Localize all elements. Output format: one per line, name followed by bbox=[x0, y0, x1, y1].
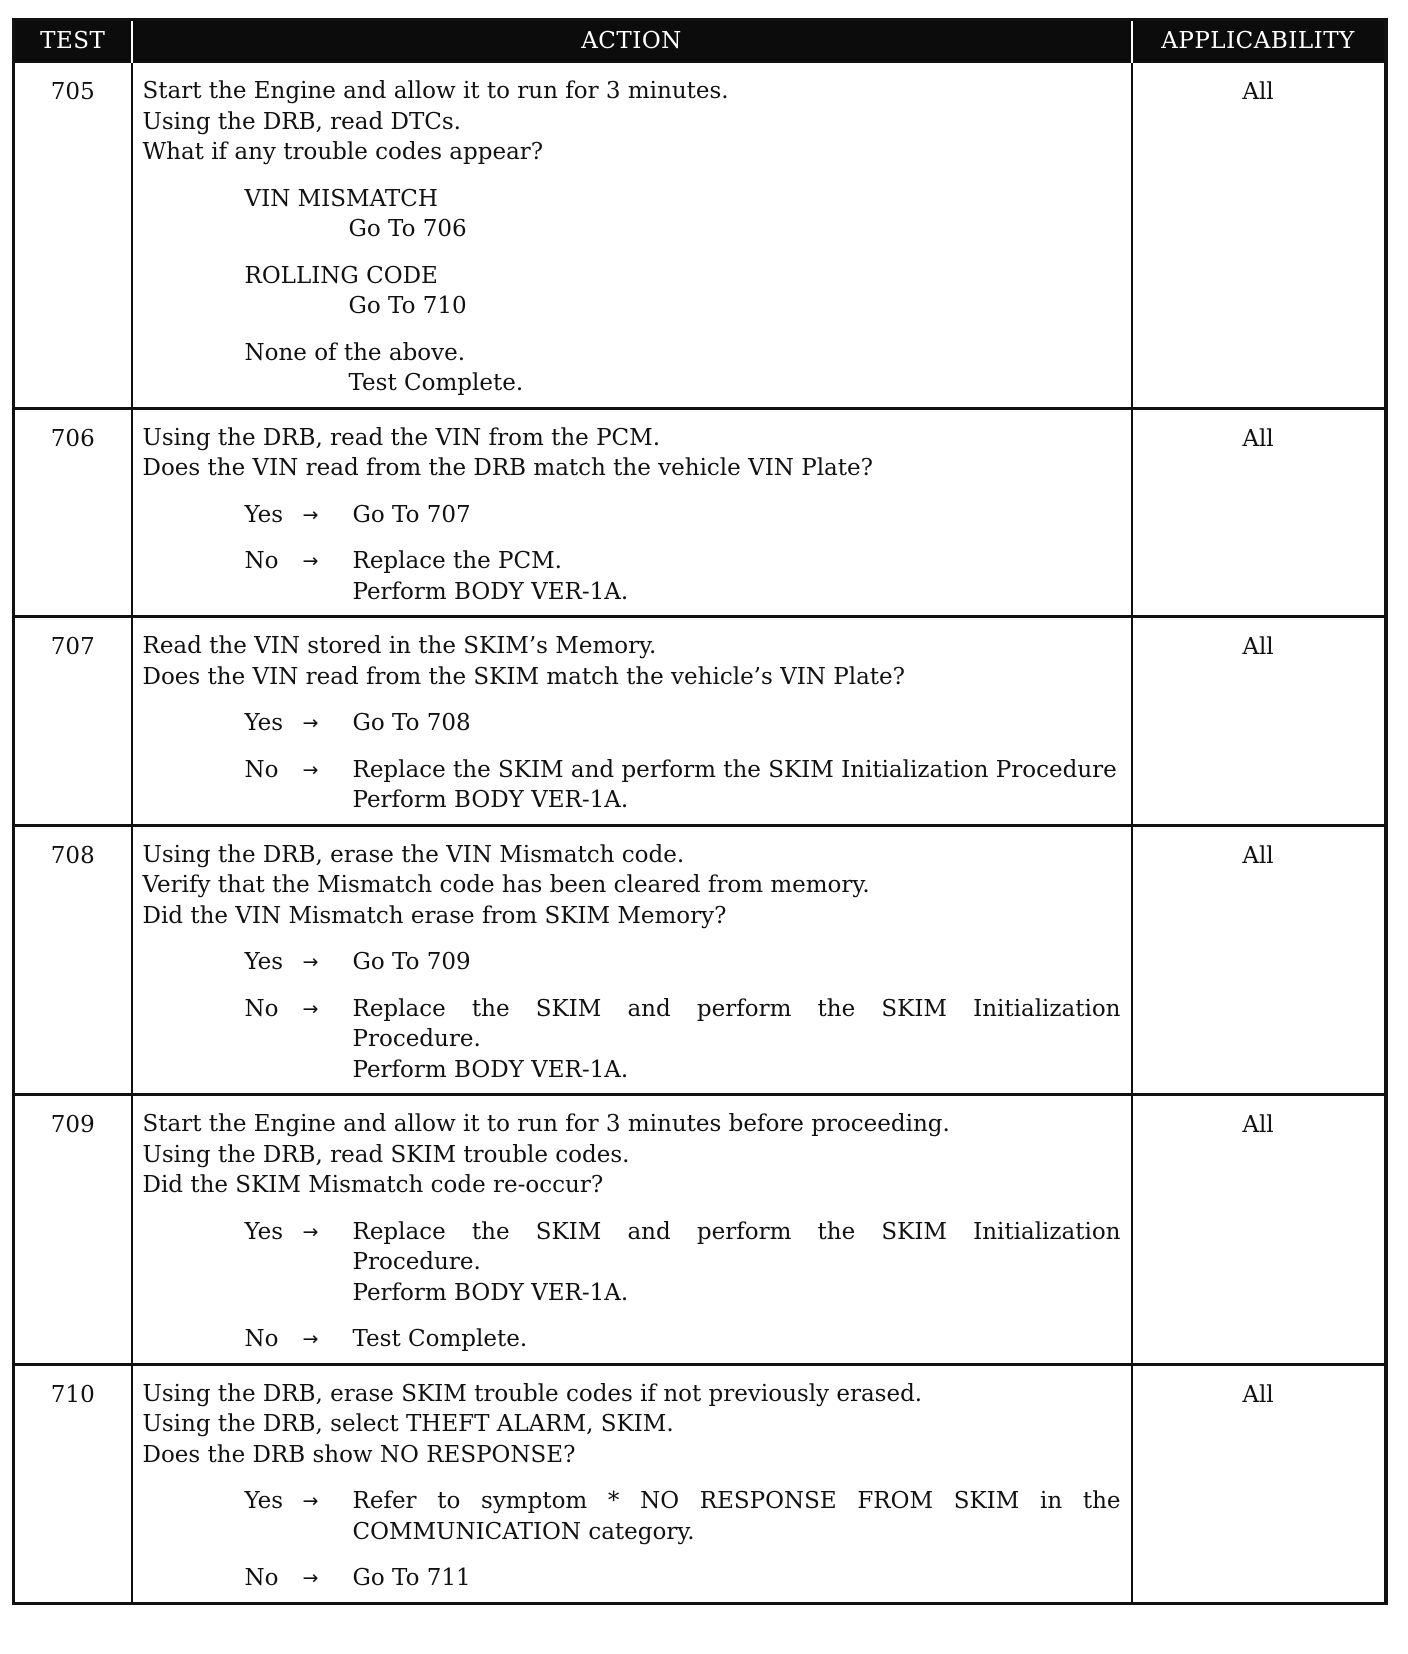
arrow-icon: → bbox=[302, 758, 319, 781]
answer-label: No bbox=[244, 1326, 279, 1352]
answer-label: No bbox=[244, 548, 279, 574]
answer-option bbox=[245, 546, 1121, 607]
trouble-code-result: Go To 710 bbox=[348, 293, 467, 319]
applicability-value: All bbox=[1132, 825, 1386, 1095]
branch-list bbox=[143, 1217, 1121, 1355]
table-row bbox=[14, 825, 1386, 1095]
table-row bbox=[14, 1364, 1386, 1603]
action-line: Did the SKIM Mismatch code re-occur? bbox=[142, 1172, 604, 1198]
test-number: 709 bbox=[14, 1095, 132, 1365]
answer-option bbox=[245, 1217, 1121, 1309]
test-number: 707 bbox=[14, 617, 132, 826]
answer-label: No bbox=[244, 995, 279, 1022]
arrow-icon: → bbox=[302, 1567, 319, 1589]
answer-result-line: Perform BODY VER-1A. bbox=[352, 1056, 629, 1083]
trouble-code-branch bbox=[245, 338, 1121, 399]
table-header bbox=[14, 20, 1386, 63]
applicability-value: All bbox=[1132, 1364, 1386, 1603]
trouble-code-label: None of the above. bbox=[244, 339, 466, 366]
answer-option bbox=[245, 1563, 1121, 1594]
answer-result bbox=[353, 1324, 1121, 1355]
action-line: What if any trouble codes appear? bbox=[142, 139, 544, 165]
action-line: Does the DRB show NO RESPONSE? bbox=[142, 1441, 576, 1468]
applicability-value: All bbox=[1132, 1095, 1386, 1365]
action-line: Using the DRB, read DTCs. bbox=[142, 108, 461, 135]
answer-result-line: Refer to symptom * NO RESPONSE FROM SKIM in the COMMUNICATION category. bbox=[352, 1488, 1121, 1545]
answer-result bbox=[353, 1217, 1121, 1309]
table-row bbox=[14, 617, 1386, 826]
arrow-icon: → bbox=[302, 712, 319, 734]
arrow-icon: → bbox=[302, 951, 319, 973]
answer-label: No bbox=[244, 756, 279, 783]
action-line: Start the Engine and allow it to run for 3 minutes. bbox=[142, 78, 729, 104]
answer-label: Yes bbox=[244, 1488, 284, 1514]
answer-result bbox=[353, 994, 1121, 1086]
action-line: Read the VIN stored in the SKIM’s Memory. bbox=[142, 633, 657, 659]
answer-label: Yes bbox=[244, 710, 284, 736]
answer-result bbox=[353, 500, 1121, 531]
answer-result bbox=[353, 755, 1121, 816]
table-row bbox=[14, 408, 1386, 617]
action-line: Using the DRB, erase SKIM trouble codes if not previously erased. bbox=[142, 1380, 923, 1407]
arrow-icon: → bbox=[302, 503, 319, 526]
branch-list bbox=[143, 500, 1121, 608]
arrow-icon: → bbox=[302, 997, 319, 1020]
branch-list bbox=[143, 708, 1121, 816]
answer-result bbox=[353, 947, 1121, 978]
answer-result-line: Go To 708 bbox=[352, 710, 471, 736]
action-line: Using the DRB, read SKIM trouble codes. bbox=[142, 1141, 630, 1168]
trouble-code-label: ROLLING CODE bbox=[244, 262, 438, 289]
table-row bbox=[14, 1095, 1386, 1365]
branch-list bbox=[143, 1486, 1121, 1594]
answer-result-line: Perform BODY VER-1A. bbox=[352, 578, 629, 605]
answer-result bbox=[353, 546, 1121, 607]
action-line: Does the VIN read from the SKIM match the vehicle’s VIN Plate? bbox=[142, 663, 905, 690]
diagnostic-procedure-sheet bbox=[12, 18, 1384, 1605]
answer-option bbox=[245, 994, 1121, 1086]
answer-result-line: Replace the SKIM and perform the SKIM Initialization Procedure. bbox=[352, 1218, 1121, 1275]
action-cell bbox=[132, 1364, 1132, 1603]
trouble-code-result: Test Complete. bbox=[348, 370, 524, 396]
trouble-code-branch bbox=[245, 184, 1121, 245]
arrow-icon: → bbox=[302, 550, 319, 572]
answer-option bbox=[245, 1486, 1121, 1547]
answer-option bbox=[245, 500, 1121, 531]
answer-option bbox=[245, 947, 1121, 978]
applicability-value: All bbox=[1132, 62, 1386, 408]
arrow-icon: → bbox=[302, 1220, 319, 1243]
table-body bbox=[14, 62, 1386, 1603]
action-line: Verify that the Mismatch code has been cleared from memory. bbox=[142, 872, 870, 898]
action-cell bbox=[132, 825, 1132, 1095]
trouble-code-result: Go To 706 bbox=[348, 216, 467, 242]
action-line: Using the DRB, read the VIN from the PCM. bbox=[142, 424, 660, 451]
action-line: Start the Engine and allow it to run for 3 minutes before proceeding. bbox=[142, 1111, 950, 1137]
action-cell bbox=[132, 617, 1132, 826]
answer-label: Yes bbox=[244, 501, 284, 528]
answer-result-line: Go To 707 bbox=[352, 501, 471, 528]
trouble-code-label: VIN MISMATCH bbox=[244, 185, 438, 212]
action-cell bbox=[132, 62, 1132, 408]
answer-result-line: Replace the PCM. bbox=[352, 548, 562, 574]
action-line: Using the DRB, select THEFT ALARM, SKIM. bbox=[142, 1411, 674, 1437]
test-number: 708 bbox=[14, 825, 132, 1095]
answer-label: Yes bbox=[244, 949, 284, 975]
answer-option bbox=[245, 755, 1121, 816]
column-header-test: TEST bbox=[14, 20, 132, 63]
action-cell bbox=[132, 408, 1132, 617]
answer-result-line: Perform BODY VER-1A. bbox=[352, 1279, 629, 1306]
answer-option bbox=[245, 1324, 1121, 1355]
column-header-action: ACTION bbox=[132, 20, 1132, 63]
answer-label: No bbox=[244, 1565, 279, 1591]
test-number: 706 bbox=[14, 408, 132, 617]
answer-result-line: Test Complete. bbox=[352, 1326, 528, 1352]
column-header-applicability: APPLICABILITY bbox=[1132, 20, 1386, 63]
test-number: 705 bbox=[14, 62, 132, 408]
arrow-icon: → bbox=[302, 1490, 319, 1512]
arrow-icon: → bbox=[302, 1328, 319, 1350]
diagnostic-test-table bbox=[12, 18, 1388, 1605]
action-line: Did the VIN Mismatch erase from SKIM Memory? bbox=[142, 902, 727, 929]
table-row bbox=[14, 62, 1386, 408]
answer-result-line: Replace the SKIM and perform the SKIM Initialization Procedure bbox=[352, 756, 1117, 783]
action-cell bbox=[132, 1095, 1132, 1365]
branch-list bbox=[143, 184, 1121, 399]
action-line: Does the VIN read from the DRB match the vehicle VIN Plate? bbox=[142, 455, 873, 481]
answer-result-line: Perform BODY VER-1A. bbox=[352, 787, 629, 813]
test-number: 710 bbox=[14, 1364, 132, 1603]
branch-list bbox=[143, 947, 1121, 1085]
answer-result-line: Go To 711 bbox=[352, 1565, 471, 1591]
answer-result-line: Replace the SKIM and perform the SKIM Initialization Procedure. bbox=[352, 995, 1121, 1052]
answer-option bbox=[245, 708, 1121, 739]
action-line: Using the DRB, erase the VIN Mismatch code. bbox=[142, 841, 685, 868]
answer-result bbox=[353, 708, 1121, 739]
answer-result-line: Go To 709 bbox=[352, 949, 471, 975]
applicability-value: All bbox=[1132, 408, 1386, 617]
answer-result bbox=[353, 1486, 1121, 1547]
answer-label: Yes bbox=[244, 1218, 284, 1245]
applicability-value: All bbox=[1132, 617, 1386, 826]
answer-result bbox=[353, 1563, 1121, 1594]
trouble-code-branch bbox=[245, 261, 1121, 322]
